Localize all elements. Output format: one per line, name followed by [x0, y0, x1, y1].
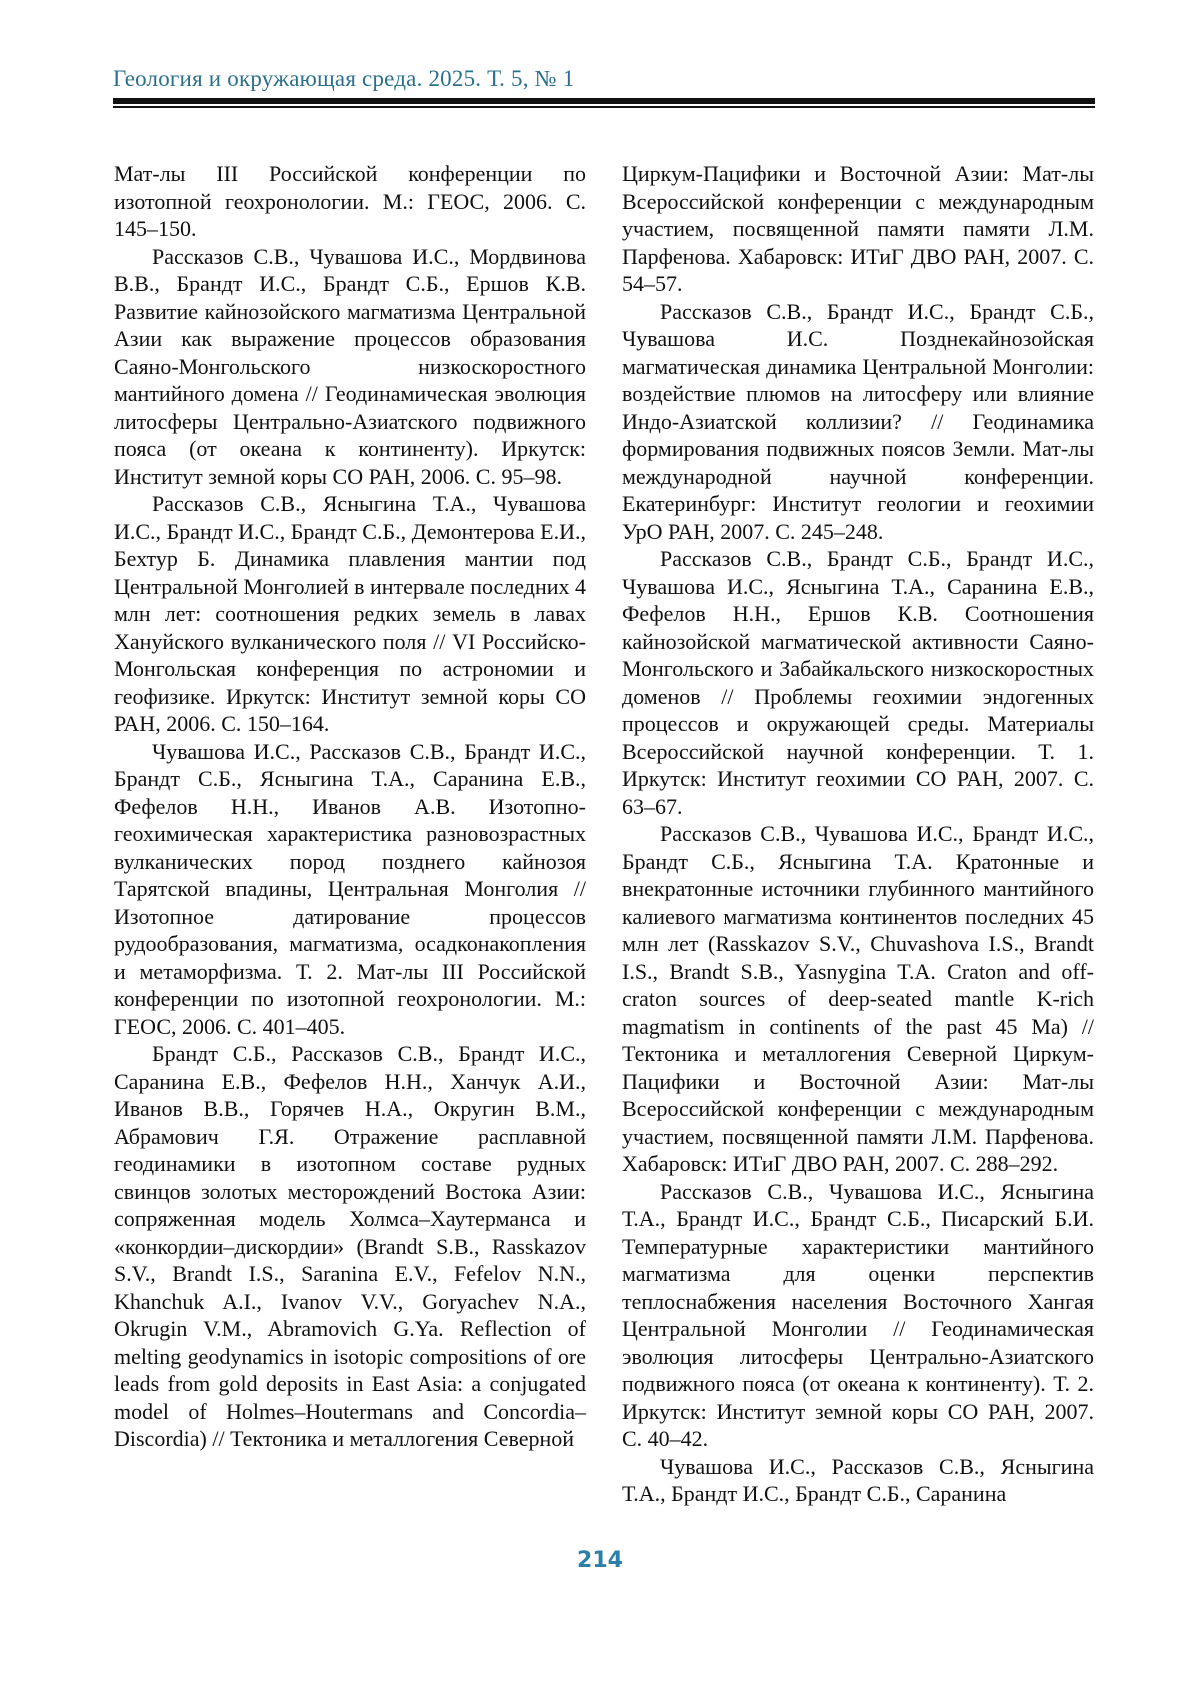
reference-entry: Чувашова И.С., Рассказов С.В., Ясныгина Т.А., Брандт И.С., Брандт С.Б., Саранина [622, 1453, 1094, 1506]
reference-entry: Рассказов С.В., Брандт С.Б., Брандт И.С., Чувашова И.С., Ясныгина Т.А., Саранина Е.В., Фефелов Н.Н., Ершов К.В. Соотношения кайнозойской магматической активности Саяно-Монгольского и Забайкальского низкоскоростных доменов // Проблемы геохимии эндогенных процессов и окружающей среды. Материалы Всероссийской научной конференции. Т. 1. Иркутск: Институт геохимии СО РАН, 2007. С. 63–67. [622, 546, 1094, 819]
reference-entry: Чувашова И.С., Рассказов С.В., Брандт И.С., Брандт С.Б., Ясныгина Т.А., Саранина Е.В., Фефелов Н.Н., Иванов А.В. Изотопно-геохимическая характеристика разновозрастных вулканических пород позднего кайнозоя Тарятской впадины, Центральная Монголия // Изотопное датирование процессов рудообразования, магматизма, осадконакопления и метаморфизма. Т. 2. Мат-лы III Российской конференции по изотопной геохронологии. М.: ГЕОС, 2006. С. 401–405. [114, 738, 586, 1039]
reference-entry: Мат-лы III Российской конференции по изотопной геохронологии. М.: ГЕОС, 2006. С. 145–150. [114, 161, 586, 241]
reference-column-right [622, 160, 1094, 1508]
reference-entry: Рассказов С.В., Ясныгина Т.А., Чувашова И.С., Брандт И.С., Брандт С.Б., Демонтерова Е.И., Бехтур Б. Динамика плавления мантии под Центральной Монголией в интервале последних 4 млн лет: соотношения редких земель в лавах Хануйского вулканического поля // VI Российско-Монгольская конференция по астрономии и геофизике. Иркутск: Институт земной коры СО РАН, 2006. С. 150–164. [114, 491, 586, 736]
reference-entry: Циркум-Пацифики и Восточной Азии: Мат-лы Всероссийской конференции с международным участием, посвященной памяти памяти Л.М. Парфенова. Хабаровск: ИТиГ ДВО РАН, 2007. С. 54–57. [622, 161, 1094, 296]
running-header-title: Геология и окружающая среда. 2025. Т. 5, № 1 [113, 66, 575, 91]
reference-entry: Брандт С.Б., Рассказов С.В., Брандт И.С., Саранина Е.В., Фефелов Н.Н., Ханчук А.И., Иванов В.В., Горячев Н.А., Округин В.М., Абрамович Г.Я. Отражение расплавной геодинамики в изотопном составе рудных свинцов золотых месторождений Востока Азии: сопряженная модель Холмса–Хаутерманса и «конкордии–дискордии» (Brandt S.B., Rasskazov S.V., Brandt I.S., Saranina E.V., Fefelov N.N., Khanchuk A.I., Ivanov V.V., Goryachev N.A., Okrugin V.M., Abramovich G.Ya. Reflection of melting geodynamics in isotopic compositions of ore leads from gold deposits in East Asia: a conjugated model of Holmes–Houtermans and Concordia–Discordia) // Тектоника и металлогения Северной [114, 1041, 586, 1451]
header-rule-thin [113, 106, 1095, 108]
reference-entry: Рассказов С.В., Чувашова И.С., Ясныгина Т.А., Брандт И.С., Брандт С.Б., Писарский Б.И. Температурные характеристики мантийного магматизма для оценки перспектив теплоснабжения населения Восточного Хангая Центральной Монголии // Геодинамическая эволюция литосферы Центрально-Азиатского подвижного пояса (от океана к континенту). Т. 2. Иркутск: Институт земной коры СО РАН, 2007. С. 40–42. [622, 1178, 1094, 1451]
reference-entry: Рассказов С.В., Чувашова И.С., Мордвинова В.В., Брандт И.С., Брандт С.Б., Ершов К.В. Развитие кайнозойского магматизма Центральной Азии как выражение процессов образования Саяно-Монгольского низкоскоростного мантийного домена // Геодинамическая эволюция литосферы Центрально-Азиатского подвижного пояса (от океана к континенту). Иркутск: Институт земной коры СО РАН, 2006. С. 95–98. [114, 243, 586, 489]
reference-column-left [114, 160, 586, 1453]
page-number: 214 [577, 1548, 623, 1573]
reference-entry: Рассказов С.В., Чувашова И.С., Брандт И.С., Брандт С.Б., Ясныгина Т.А. Кратонные и внекратонные источники глубинного мантийного калиевого магматизма континентов последних 45 млн лет (Rasskazov S.V., Chuvashova I.S., Brandt I.S., Brandt S.B., Yasnygina T.A. Craton and off-craton sources of deep-seated mantle K-rich magmatism in continents of the past 45 Ma) // Тектоника и металлогения Северной Циркум-Пацифики и Восточной Азии: Мат-лы Всероссийской конференции с международным участием, посвященной памяти Л.М. Парфенова. Хабаровск: ИТиГ ДВО РАН, 2007. С. 288–292. [622, 821, 1094, 1176]
reference-entry: Рассказов С.В., Брандт И.С., Брандт С.Б., Чувашова И.С. Позднекайнозойская магматическая динамика Центральной Монголии: воздействие плюмов на литосферу или влияние Индо-Азиатской коллизии? // Геодинамика формирования подвижных поясов Земли. Мат-лы международной научной конференции. Екатеринбург: Институт геологии и геохимии УрО РАН, 2007. С. 245–248. [622, 298, 1094, 544]
header-rule-thick [113, 98, 1095, 104]
